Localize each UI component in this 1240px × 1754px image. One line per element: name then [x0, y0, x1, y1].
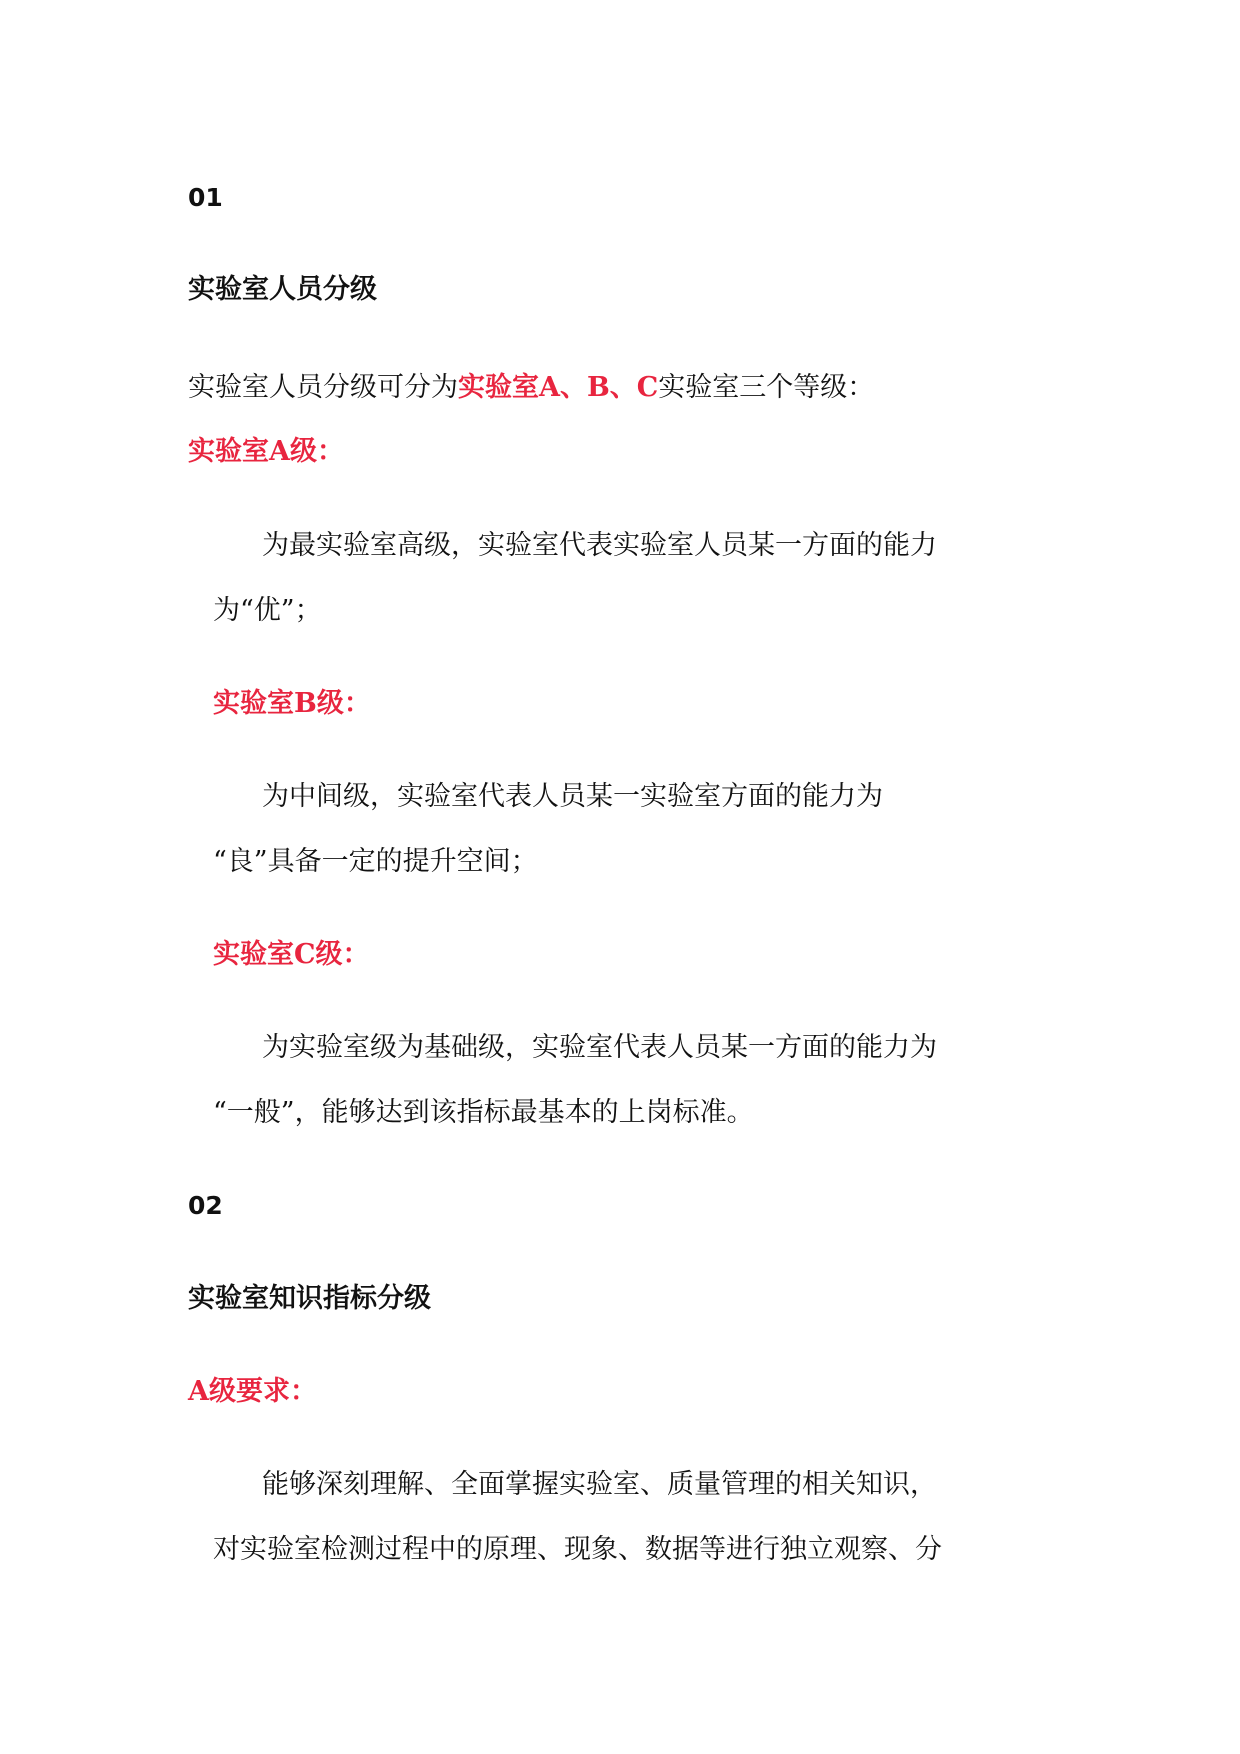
level-a-desc-line2: 为“优”； — [213, 595, 322, 626]
level-b-label: 实验室B级： — [213, 688, 371, 719]
level-b-desc-line2: “良”具备一定的提升空间； — [213, 846, 538, 877]
section-number-02: 02 — [188, 1191, 223, 1220]
level-c-desc-line2: “一般”，能够达到该指标最基本的上岗标准。 — [213, 1097, 754, 1128]
level-c-desc-line1: 为实验室级为基础级，实验室代表人员某一方面的能力为 — [262, 1032, 937, 1063]
intro-text-after: 实验室三个等级： — [658, 372, 875, 403]
knowledge-level-a-line2: 对实验室检测过程中的原理、现象、数据等进行独立观察、分 — [213, 1534, 942, 1565]
intro-text-before: 实验室人员分级可分为 — [188, 372, 458, 403]
section-heading-personnel-grading: 实验室人员分级 — [188, 274, 377, 305]
intro-highlight: 实验室A、B、C — [458, 372, 659, 403]
section-heading-knowledge-grading: 实验室知识指标分级 — [188, 1283, 431, 1314]
level-c-label: 实验室C级： — [213, 939, 370, 970]
knowledge-level-a-label: A级要求： — [188, 1376, 317, 1407]
section-number-01: 01 — [188, 183, 223, 212]
level-a-label: 实验室A级： — [188, 436, 344, 467]
intro-paragraph — [188, 370, 874, 406]
knowledge-level-a-line1: 能够深刻理解、全面掌握实验室、质量管理的相关知识， — [262, 1469, 937, 1500]
level-a-desc-line1: 为最实验室高级，实验室代表实验室人员某一方面的能力 — [262, 530, 937, 561]
level-b-desc-line1: 为中间级，实验室代表人员某一实验室方面的能力为 — [262, 781, 883, 812]
